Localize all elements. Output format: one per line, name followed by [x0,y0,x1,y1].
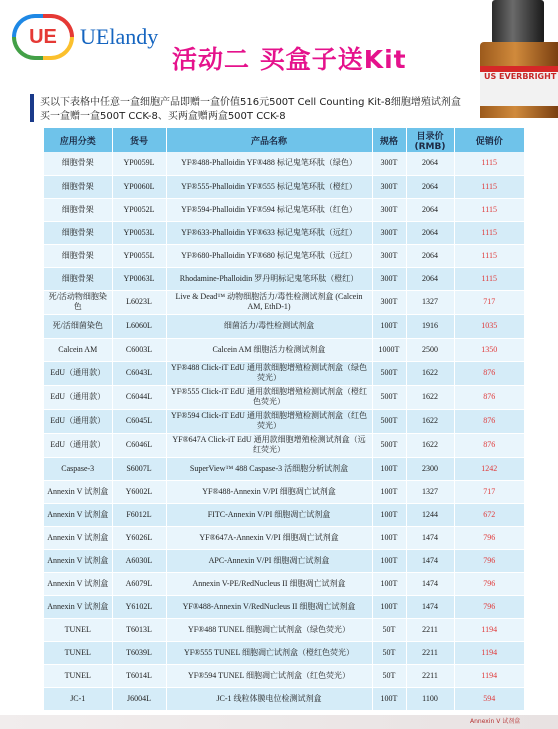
cell-list-price: 2064 [406,175,454,198]
col-header-category: 应用分类 [44,128,112,152]
table-row [44,290,524,314]
cell-spec: 100T [372,595,406,618]
page-header [0,0,558,90]
cell-category: Annexin V 试剂盒 [44,549,112,572]
cell-promo-price: 672 [454,503,524,526]
cell-sku: YP0063L [112,267,166,290]
cell-product-name: YF®555 TUNEL 细胞凋亡试剂盒（橙红色荧光） [166,641,372,664]
cell-sku: Y6102L [112,595,166,618]
cell-spec: 50T [372,664,406,687]
col-header-promo-price: 促销价 [454,128,524,152]
cell-product-name: FITC-Annexin V/PI 细胞凋亡试剂盒 [166,503,372,526]
cell-category: Caspase-3 [44,457,112,480]
cell-promo-price: 1115 [454,198,524,221]
cell-product-name: 细菌活力/毒性检测试剂盒 [166,314,372,338]
cell-spec: 1000T [372,338,406,361]
cell-list-price: 2064 [406,198,454,221]
cell-spec: 500T [372,433,406,457]
table-row [44,641,524,664]
cell-product-name: SuperView™ 488 Caspase-3 活细胞分析试剂盒 [166,457,372,480]
cell-promo-price: 1115 [454,244,524,267]
cell-list-price: 2064 [406,152,454,175]
cell-sku: J6004L [112,687,166,710]
cell-promo-price: 1194 [454,618,524,641]
cell-category: 死/活细菌染色 [44,314,112,338]
cell-product-name: YF®633-Phalloidin YF®633 标记鬼笔环肽（远红） [166,221,372,244]
cell-spec: 50T [372,618,406,641]
cell-sku: YP0060L [112,175,166,198]
table-row [44,480,524,503]
brand-logo [12,14,158,60]
cell-sku: C6045L [112,409,166,433]
cell-category: TUNEL [44,664,112,687]
cell-list-price: 1244 [406,503,454,526]
cell-promo-price: 876 [454,385,524,409]
table-row [44,221,524,244]
cell-promo-price: 1115 [454,152,524,175]
cell-category: 细胞骨架 [44,152,112,175]
cell-list-price: 2064 [406,267,454,290]
cell-category: Annexin V 试剂盒 [44,480,112,503]
cell-list-price: 1327 [406,290,454,314]
col-header-list-price: 目录价(RMB) [406,128,454,152]
table-row [44,457,524,480]
cell-spec: 300T [372,198,406,221]
cell-spec: 300T [372,290,406,314]
cell-sku: L6023L [112,290,166,314]
cell-sku: YP0055L [112,244,166,267]
cell-spec: 100T [372,314,406,338]
table-row [44,572,524,595]
cell-product-name: YF®555-Phalloidin YF®555 标记鬼笔环肽（橙红） [166,175,372,198]
cell-sku: Y6002L [112,480,166,503]
cell-spec: 300T [372,221,406,244]
cell-sku: A6030L [112,549,166,572]
cell-spec: 500T [372,361,406,385]
cell-list-price: 1622 [406,409,454,433]
table-row [44,409,524,433]
cell-promo-price: 1194 [454,641,524,664]
table-body [44,152,524,710]
cell-list-price: 1622 [406,433,454,457]
cell-product-name: JC-1 线粒体膜电位检测试剂盒 [166,687,372,710]
cell-spec: 300T [372,244,406,267]
cell-sku: A6079L [112,572,166,595]
cell-list-price: 1474 [406,526,454,549]
cell-promo-price: 1115 [454,221,524,244]
cell-promo-price: 1194 [454,664,524,687]
offer-text [30,96,478,124]
cell-sku: C6044L [112,385,166,409]
cell-promo-price: 796 [454,572,524,595]
table-row [44,549,524,572]
cell-product-name: YF®680-Phalloidin YF®680 标记鬼笔环肽（远红） [166,244,372,267]
cell-category: EdU（通用款） [44,409,112,433]
table-row [44,664,524,687]
cell-product-name: YF®488-Annexin V/PI 细胞凋亡试剂盒 [166,480,372,503]
col-header-product: 产品名称 [166,128,372,152]
cell-spec: 100T [372,572,406,595]
cell-sku: L6060L [112,314,166,338]
cell-spec: 50T [372,641,406,664]
col-header-spec: 规格 [372,128,406,152]
cell-spec: 100T [372,480,406,503]
cell-category: 细胞骨架 [44,221,112,244]
cell-category: 细胞骨架 [44,244,112,267]
cell-spec: 100T [372,687,406,710]
cell-sku: YP0052L [112,198,166,221]
cell-list-price: 1622 [406,361,454,385]
cell-category: 细胞骨架 [44,198,112,221]
cell-list-price: 1622 [406,385,454,409]
cell-sku: T6014L [112,664,166,687]
cell-product-name: YF®594-Phalloidin YF®594 标记鬼笔环肽（红色） [166,198,372,221]
offer-line-2: 买一盒赠一盒500T CCK-8、买两盒赠两盒500T CCK-8 [40,111,286,122]
table-row [44,385,524,409]
cell-product-name: YF®488-Annexin V/RedNucleus II 细胞凋亡试剂盒 [166,595,372,618]
bottle-brand-text: US EVERBRIGHT [484,72,557,81]
cell-spec: 300T [372,175,406,198]
cell-promo-price: 594 [454,687,524,710]
table-row [44,175,524,198]
cell-promo-price: 876 [454,433,524,457]
table-row [44,152,524,175]
table-row [44,338,524,361]
cell-sku: F6012L [112,503,166,526]
cell-list-price: 2064 [406,244,454,267]
cell-list-price: 2211 [406,641,454,664]
cell-list-price: 2300 [406,457,454,480]
cell-list-price: 1100 [406,687,454,710]
cell-category: 死/活动物细胞染色 [44,290,112,314]
footer-label: Annexin V 试剂盒 [470,718,521,725]
cell-sku: Y6026L [112,526,166,549]
cell-product-name: APC-Annexin V/PI 细胞凋亡试剂盒 [166,549,372,572]
cell-promo-price: 876 [454,409,524,433]
cell-category: EdU（通用款） [44,385,112,409]
col-header-sku: 货号 [112,128,166,152]
cell-category: TUNEL [44,618,112,641]
cell-product-name: YF®555 Click-iT EdU 通用款细胞增殖检测试剂盒（橙红色荧光） [166,385,372,409]
cell-promo-price: 796 [454,526,524,549]
cell-category: Calcein AM [44,338,112,361]
cell-product-name: YF®647A Click-iT EdU 通用款细胞增殖检测试剂盒（远红荧光） [166,433,372,457]
cell-product-name: YF®647A-Annexin V/PI 细胞凋亡试剂盒 [166,526,372,549]
cell-spec: 100T [372,503,406,526]
cell-category: JC-1 [44,687,112,710]
cell-product-name: Calcein AM 细胞活力检测试剂盒 [166,338,372,361]
logo-mark [12,14,74,60]
cell-category: Annexin V 试剂盒 [44,503,112,526]
cell-list-price: 2064 [406,221,454,244]
cell-spec: 100T [372,526,406,549]
cell-list-price: 1474 [406,572,454,595]
table-row [44,503,524,526]
cell-category: 细胞骨架 [44,267,112,290]
cell-category: Annexin V 试剂盒 [44,526,112,549]
cell-promo-price: 717 [454,290,524,314]
cell-sku: C6046L [112,433,166,457]
cell-category: Annexin V 试剂盒 [44,572,112,595]
table-row [44,595,524,618]
table-row [44,314,524,338]
cell-spec: 500T [372,409,406,433]
table-row [44,618,524,641]
table-row [44,198,524,221]
cell-product-name: Live & Dead™ 动物细胞活力/毒性检测试剂盒 (Calcein AM, EthD-1) [166,290,372,314]
cell-sku: YP0053L [112,221,166,244]
cell-sku: C6043L [112,361,166,385]
cell-list-price: 2211 [406,618,454,641]
cell-spec: 100T [372,549,406,572]
cell-category: EdU（通用款） [44,361,112,385]
cell-list-price: 1916 [406,314,454,338]
cell-product-name: YF®594 Click-iT EdU 通用款细胞增殖检测试剂盒（红色荧光） [166,409,372,433]
cell-promo-price: 876 [454,361,524,385]
product-table [44,128,524,711]
cell-sku: C6003L [112,338,166,361]
cell-spec: 300T [372,267,406,290]
logo-mark-text: UE [16,18,70,56]
cell-product-name: YF®488 Click-iT EdU 通用款细胞增殖检测试剂盒（绿色荧光） [166,361,372,385]
cell-product-name: YF®488 TUNEL 细胞凋亡试剂盒（绿色荧光） [166,618,372,641]
cell-list-price: 2211 [406,664,454,687]
cell-promo-price: 1035 [454,314,524,338]
cell-promo-price: 1350 [454,338,524,361]
cell-list-price: 1474 [406,595,454,618]
cell-list-price: 1327 [406,480,454,503]
cell-spec: 100T [372,457,406,480]
table-row [44,433,524,457]
cell-promo-price: 1115 [454,175,524,198]
cell-sku: T6013L [112,618,166,641]
cell-spec: 500T [372,385,406,409]
table-row [44,526,524,549]
cell-category: EdU（通用款） [44,433,112,457]
cell-sku: S6007L [112,457,166,480]
cell-list-price: 1474 [406,549,454,572]
cell-promo-price: 796 [454,549,524,572]
table-row [44,244,524,267]
promo-title: 活动二 买盒子送Kit [172,45,407,74]
logo-text: UElandy [80,24,159,49]
cell-product-name: YF®594 TUNEL 细胞凋亡试剂盒（红色荧光） [166,664,372,687]
bottle-cap [492,0,544,44]
offer-line-1: 买以下表格中任意一盒细胞产品即赠一盒价值516元500T Cell Counting Kit-8细胞增殖试剂盒 [40,97,461,108]
table-row [44,687,524,710]
cell-category: Annexin V 试剂盒 [44,595,112,618]
table-header-row [44,128,524,152]
cell-product-name: YF®488-Phalloidin YF®488 标记鬼笔环肽（绿色） [166,152,372,175]
product-table-wrap [44,128,524,711]
cell-product-name: Rhodamine-Phalloidin 罗丹明标记鬼笔环肽（橙红） [166,267,372,290]
cell-promo-price: 1115 [454,267,524,290]
cell-spec: 300T [372,152,406,175]
cell-category: 细胞骨架 [44,175,112,198]
table-row [44,267,524,290]
cell-promo-price: 1242 [454,457,524,480]
cell-product-name: Annexin V-PE/RedNucleus II 细胞凋亡试剂盒 [166,572,372,595]
cell-promo-price: 796 [454,595,524,618]
cell-category: TUNEL [44,641,112,664]
cell-sku: YP0059L [112,152,166,175]
cell-list-price: 2500 [406,338,454,361]
cell-promo-price: 717 [454,480,524,503]
table-row [44,361,524,385]
cell-sku: T6039L [112,641,166,664]
